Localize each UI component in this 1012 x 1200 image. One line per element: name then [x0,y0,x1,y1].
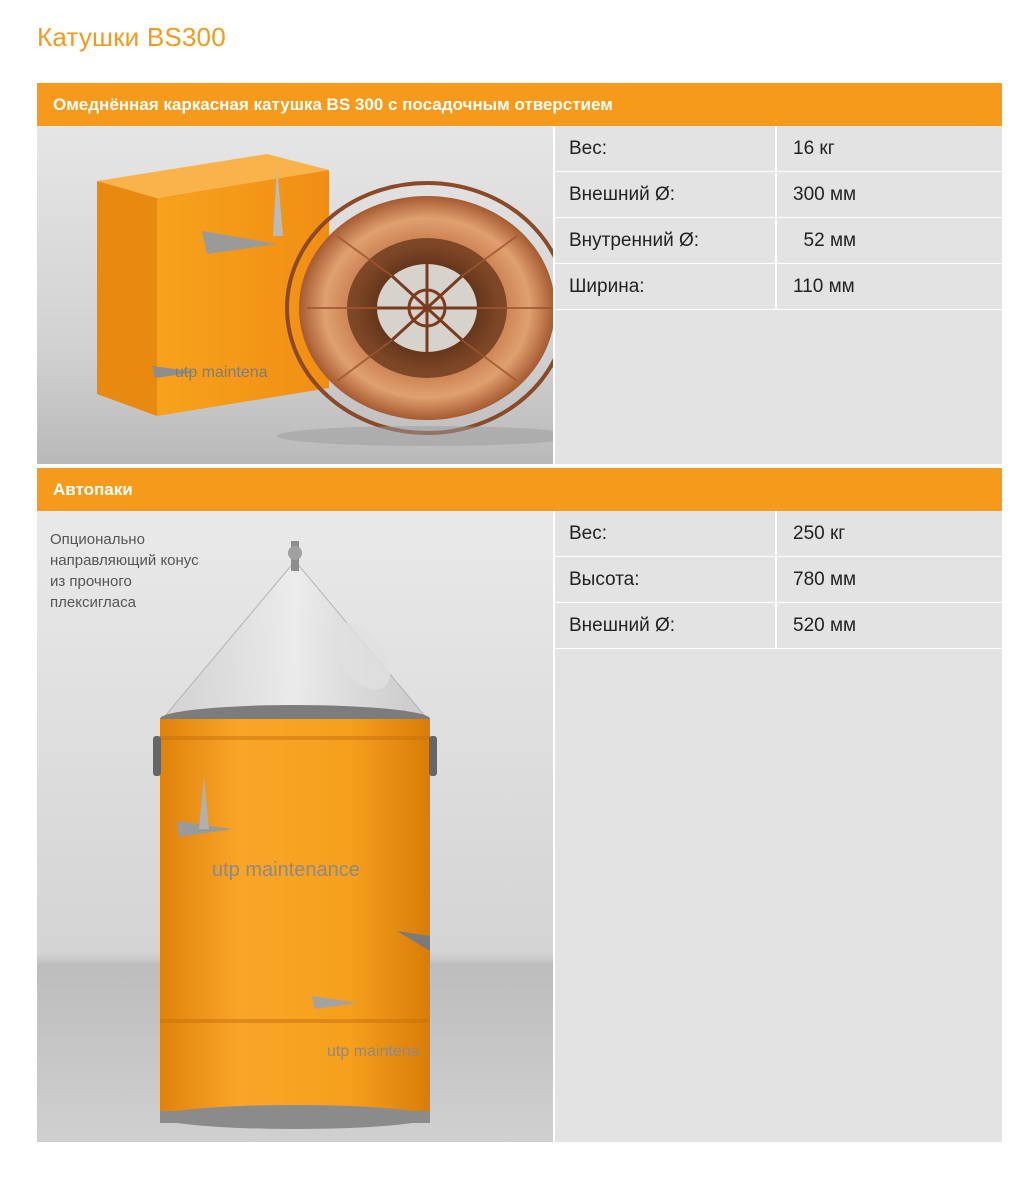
spec-row [555,264,1002,310]
spec-value: 110 мм [793,276,855,297]
caption-line: направляющий конус [50,552,199,569]
spec-value: 52 мм [793,230,857,251]
spool-product-photo [37,126,553,464]
spec-row [555,511,1002,557]
spec-row [555,603,1002,649]
spec-value: 250 кг [793,523,846,544]
caption-line: плексигласа [50,594,136,611]
spec-label: Ширина: [555,264,777,309]
autopack-specs-table [555,511,1002,1142]
spec-row [555,557,1002,603]
section-header: Омеднённая каркасная катушка BS 300 с посадочным отверстием [37,83,1002,126]
section-autopack [37,468,1002,1142]
spec-label: Вес: [555,126,777,171]
section-bs300-spool [37,83,1002,464]
page-title: Катушки BS300 [37,22,226,52]
spool-specs-table [555,126,1002,464]
spec-row [555,218,1002,264]
cone-caption [50,529,199,613]
caption-line: Опционально [50,531,145,548]
box-brand-text: utp maintena [175,364,268,381]
spec-value: 520 мм [793,615,857,636]
spec-value: 300 мм [793,184,857,205]
section-header: Автопаки [37,468,1002,511]
spec-label: Вес: [555,511,777,556]
spec-label: Внешний Ø: [555,603,777,648]
spec-row [555,172,1002,218]
spool-illustration [37,126,553,464]
spec-label: Внутренний Ø: [555,218,777,263]
drum-brand-text: utp maintenance [212,859,360,881]
spec-label: Высота: [555,557,777,602]
spec-value: 780 мм [793,569,857,590]
spec-row [555,126,1002,172]
drum-brand-text-secondary: utp maintena [327,1043,420,1060]
autopack-product-photo [37,511,553,1142]
spec-value: 16 кг [793,138,835,159]
spec-label: Внешний Ø: [555,172,777,217]
caption-line: из прочного [50,573,132,590]
